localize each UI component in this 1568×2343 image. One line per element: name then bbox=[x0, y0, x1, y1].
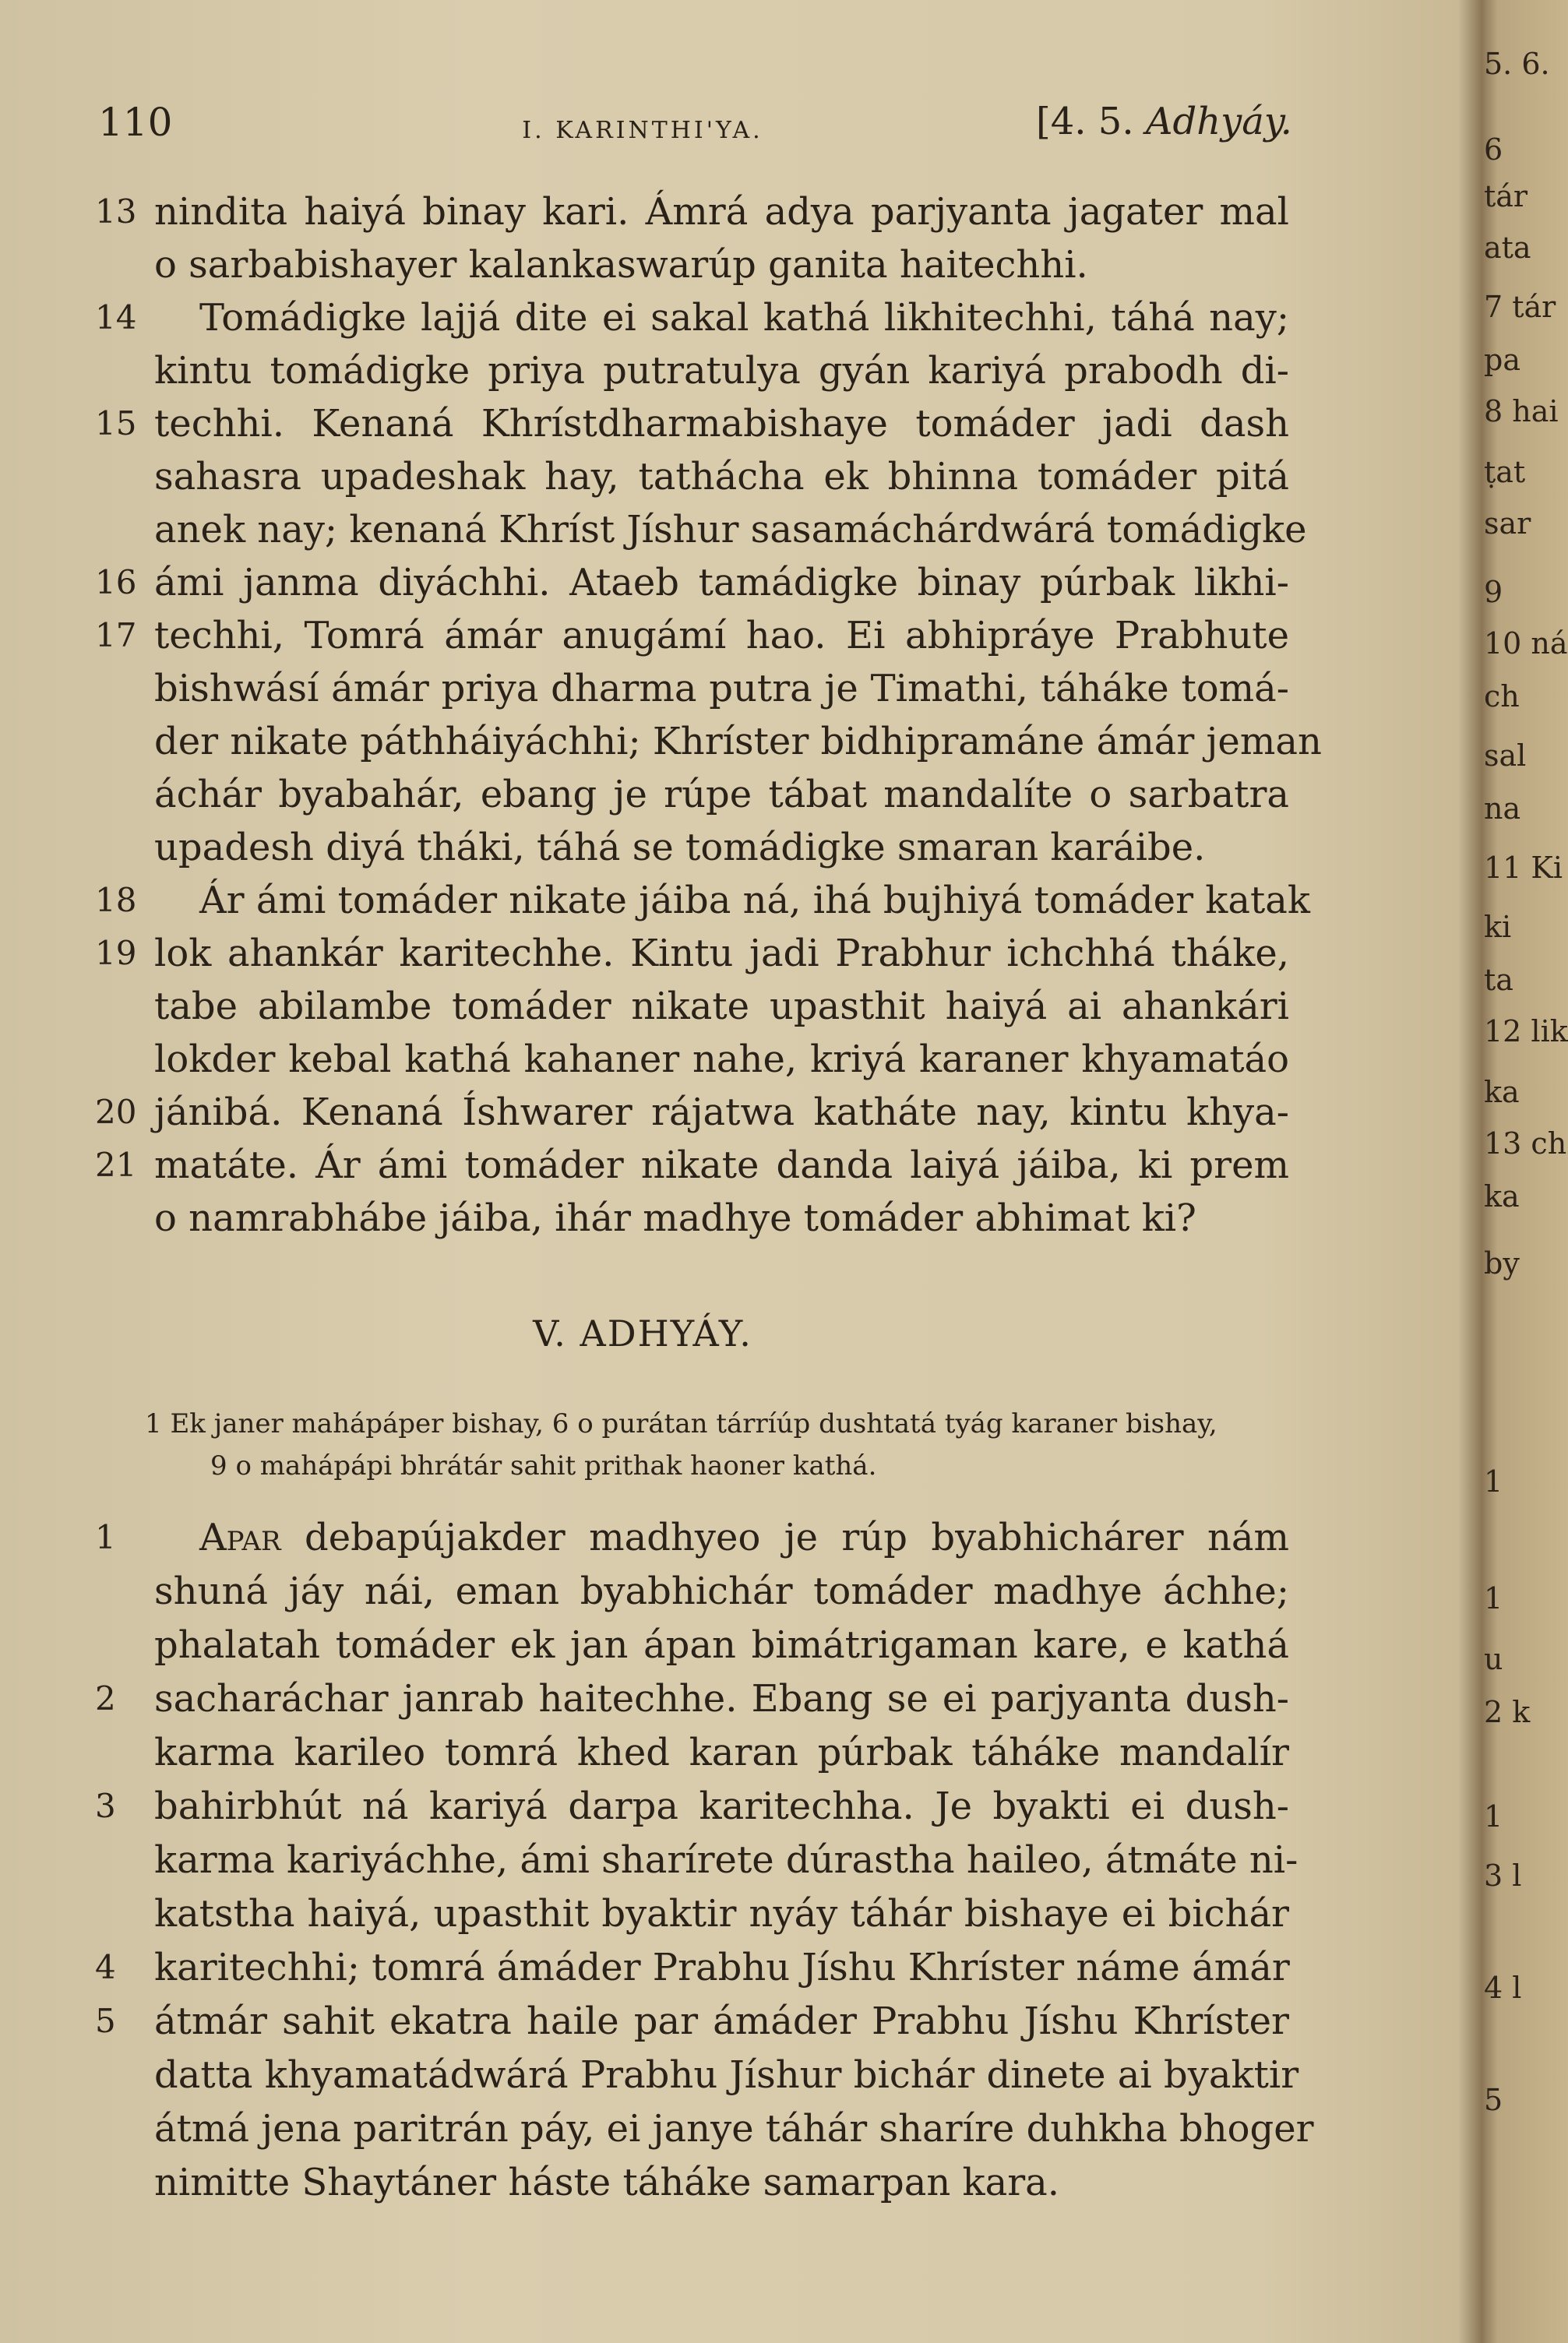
next-page-fragment: 11 Ki bbox=[1484, 851, 1563, 885]
text-line bbox=[0, 874, 1310, 927]
next-page-fragment: 12 lik bbox=[1484, 1014, 1568, 1048]
verse-text: tabe abilambe tomáder nikate upasthit haiyá ai ahankári bbox=[154, 985, 1289, 1028]
text-line bbox=[0, 768, 1289, 821]
next-page-fragment: ka bbox=[1484, 1179, 1520, 1214]
verse-text: nindita haiyá binay kari. Ámrá adya parjyanta jagater mal bbox=[154, 190, 1289, 234]
verse-text: lok ahankár karitechhe. Kintu jadi Prabhur ichchhá tháke, bbox=[154, 932, 1289, 975]
verse-text: shuná jáy nái, eman byabhichár tomáder madhye áchhe; bbox=[154, 1570, 1289, 1613]
text-line bbox=[0, 1672, 1289, 1725]
verse-number: 19 bbox=[95, 934, 137, 972]
text-line bbox=[0, 1192, 1289, 1245]
section-ref-number: [4. 5. bbox=[1036, 100, 1134, 143]
text-line bbox=[0, 503, 1307, 556]
verse-text: bahirbhút ná kariyá darpa karitechha. Je byakti ei dush- bbox=[154, 1785, 1289, 1828]
text-line bbox=[0, 1565, 1289, 1618]
next-page-fragment: ka bbox=[1484, 1075, 1520, 1109]
running-title: I. KARINTHI'YA. bbox=[522, 117, 763, 144]
verse-number: 20 bbox=[95, 1093, 137, 1131]
verse-number: 18 bbox=[95, 881, 137, 919]
next-page-fragment: 1 bbox=[1484, 1799, 1503, 1834]
verse-text: o sarbabishayer kalankaswarúp ganita haitechhi. bbox=[154, 243, 1088, 287]
chapter-heading: V. ADHYÁY. bbox=[533, 1312, 752, 1355]
verse-text: bishwásí ámár priya dharma putra je Timathi, táháke tomá- bbox=[154, 667, 1289, 710]
verse-text-rest: debapújakder madhyeo je rúp byabhichárer nám bbox=[304, 1516, 1289, 1559]
verse-text: nimitte Shaytáner háste táháke samarpan kara. bbox=[154, 2161, 1060, 2204]
verse-number: 2 bbox=[95, 1679, 116, 1718]
text-line bbox=[0, 450, 1289, 503]
verse-text: matáte. Ár ámi tomáder nikate danda laiyá jáiba, ki prem bbox=[154, 1143, 1289, 1187]
verse-text: sahasra upadeshak hay, tathácha ek bhinna tomáder pitá bbox=[154, 455, 1289, 499]
next-page-fragment: ata bbox=[1484, 231, 1531, 265]
verse-text: átmár sahit ekatra haile par ámáder Prabhu Jíshu Khríster bbox=[154, 1999, 1289, 2043]
verse-number: 13 bbox=[95, 192, 137, 231]
verse-text: Ár ámi tomáder nikate jáiba ná, ihá bujhiyá tomáder katak bbox=[199, 879, 1310, 922]
verse-text: techhi. Kenaná Khrístdharmabishaye tomáder jadi dash bbox=[154, 402, 1289, 446]
text-line bbox=[0, 1780, 1289, 1833]
next-page-fragment: 5 bbox=[1484, 2083, 1503, 2117]
text-line bbox=[0, 1511, 1289, 1564]
text-line bbox=[0, 662, 1289, 715]
text-line bbox=[0, 344, 1289, 397]
next-page-fragment: tár bbox=[1484, 179, 1528, 213]
text-line bbox=[0, 185, 1289, 238]
text-line bbox=[0, 609, 1289, 662]
verse-number: 3 bbox=[95, 1787, 116, 1825]
text-line bbox=[0, 927, 1289, 980]
verse-text: átmá jena paritrán páy, ei janye táhár sharíre duhkha bhoger bbox=[154, 2107, 1314, 2151]
verse-text: ámi janma diyáchhi. Ataeb tamádigke binay púrbak likhi- bbox=[154, 561, 1289, 604]
next-page-fragment: 8 hai bbox=[1484, 394, 1559, 428]
verse-text: karma kariyáchhe, ámi sharírete dúrastha haileo, átmáte ni- bbox=[154, 1838, 1298, 1882]
verse-text: karitechhi; tomrá ámáder Prabhu Jíshu Khríster náme ámár bbox=[154, 1946, 1290, 1989]
next-page-fragment: ta bbox=[1484, 963, 1513, 997]
verse-text: sacharáchar janrab haitechhe. Ebang se ei parjyanta dush- bbox=[154, 1677, 1289, 1721]
next-page-fragment: 13 ch bbox=[1484, 1126, 1567, 1161]
page-number: 110 bbox=[98, 100, 173, 145]
verse-lead-word: Apar bbox=[199, 1516, 281, 1559]
next-page-fragment: ki bbox=[1484, 910, 1512, 944]
next-page-fragment: 7 tár bbox=[1484, 290, 1556, 324]
chapter-summary-line: 9 o mahápápi bhrátár sahit prithak haoner kathá. bbox=[210, 1450, 877, 1482]
text-line bbox=[0, 980, 1289, 1033]
next-page-fragment: by bbox=[1484, 1246, 1520, 1281]
section-reference bbox=[1036, 100, 1292, 143]
text-line bbox=[0, 1619, 1289, 1672]
verse-number: 15 bbox=[95, 404, 137, 442]
next-page-fragment: sal bbox=[1484, 738, 1527, 773]
verse-text: áchár byabahár, ebang je rúpe tábat mandalíte o sarbatra bbox=[154, 773, 1289, 816]
verse-text: lokder kebal kathá kahaner nahe, kriyá karaner khyamatáo bbox=[154, 1038, 1289, 1081]
verse-text: katstha haiyá, upasthit byaktir nyáy táhár bishaye ei bichár bbox=[154, 1892, 1289, 1936]
verse-text: der nikate páthháiyáchhi; Khríster bidhipramáne ámár jeman bbox=[154, 720, 1322, 763]
verse-text: kintu tomádigke priya putratulya gyán kariyá prabodh di- bbox=[154, 349, 1289, 393]
next-page-fragment: 1 bbox=[1484, 1464, 1503, 1499]
text-line bbox=[0, 238, 1289, 291]
next-page-fragment: 3 l bbox=[1484, 1859, 1522, 1893]
text-line bbox=[0, 1033, 1289, 1086]
next-page-fragment: sar bbox=[1484, 506, 1531, 541]
text-line bbox=[0, 556, 1289, 609]
verse-number: 21 bbox=[95, 1146, 137, 1184]
text-line bbox=[0, 1139, 1289, 1192]
text-line bbox=[0, 715, 1322, 768]
next-page-fragment: 2 k bbox=[1484, 1695, 1531, 1729]
verse-text bbox=[199, 1511, 1289, 1564]
text-line bbox=[0, 1887, 1289, 1940]
verse-text: upadesh diyá tháki, táhá se tomádigke smaran karáibe. bbox=[154, 826, 1206, 869]
verse-number: 14 bbox=[95, 298, 137, 336]
text-line bbox=[0, 1834, 1298, 1887]
chapter-summary-line: 1 Ek janer mahápáper bishay, 6 o purátan tárríúp dushtatá tyág karaner bishay, bbox=[145, 1408, 1217, 1439]
text-line bbox=[0, 291, 1289, 344]
text-line bbox=[0, 821, 1289, 874]
verse-number: 5 bbox=[95, 2002, 116, 2040]
next-page-fragment: 6 bbox=[1484, 132, 1503, 167]
text-line bbox=[0, 1941, 1289, 1994]
verse-text: karma karileo tomrá khed karan púrbak táháke mandalír bbox=[154, 1731, 1289, 1774]
verse-number: 1 bbox=[95, 1518, 116, 1556]
next-page-fragment: pa bbox=[1484, 343, 1520, 377]
next-page-fragment: ch bbox=[1484, 679, 1520, 713]
next-page-fragment: 10 ná bbox=[1484, 626, 1568, 661]
verse-number: 16 bbox=[95, 563, 137, 601]
next-page-fragment: u bbox=[1484, 1642, 1503, 1676]
next-page-fragment: 9 bbox=[1484, 575, 1503, 609]
verse-text: phalatah tomáder ek jan ápan bimátrigaman kare, e kathá bbox=[154, 1623, 1289, 1667]
text-line bbox=[0, 1726, 1289, 1779]
next-page-fragment: na bbox=[1484, 791, 1521, 826]
text-line bbox=[0, 1995, 1289, 2048]
verse-number: 4 bbox=[95, 1948, 116, 1986]
text-line bbox=[0, 1086, 1289, 1139]
text-line bbox=[0, 2156, 1289, 2209]
verse-number: 17 bbox=[95, 616, 137, 654]
text-line bbox=[0, 2102, 1314, 2155]
verse-text: techhi, Tomrá ámár anugámí hao. Ei abhipráye Prabhute bbox=[154, 614, 1289, 657]
verse-text: jánibá. Kenaná Íshwarer rájatwa katháte nay, kintu khya- bbox=[154, 1090, 1289, 1134]
next-page-fragment: 4 l bbox=[1484, 1971, 1522, 2005]
next-page-fragment: ṭat bbox=[1484, 455, 1526, 489]
verse-text: anek nay; kenaná Khríst Jíshur sasamáchárdwárá tomádigke bbox=[154, 508, 1307, 551]
text-line bbox=[0, 2049, 1299, 2102]
next-page-fragment: 5. 6. bbox=[1484, 47, 1550, 81]
next-page-fragment: 1 bbox=[1484, 1581, 1503, 1615]
section-ref-label: Adhyáy. bbox=[1145, 100, 1292, 143]
verse-text: o namrabhábe jáiba, ihár madhye tomáder abhimat ki? bbox=[154, 1196, 1196, 1240]
text-line bbox=[0, 397, 1289, 450]
verse-text: Tomádigke lajjá dite ei sakal kathá likhitechhi, táhá nay; bbox=[199, 296, 1289, 340]
verse-text: datta khyamatádwárá Prabhu Jíshur bichár dinete ai byaktir bbox=[154, 2053, 1299, 2097]
